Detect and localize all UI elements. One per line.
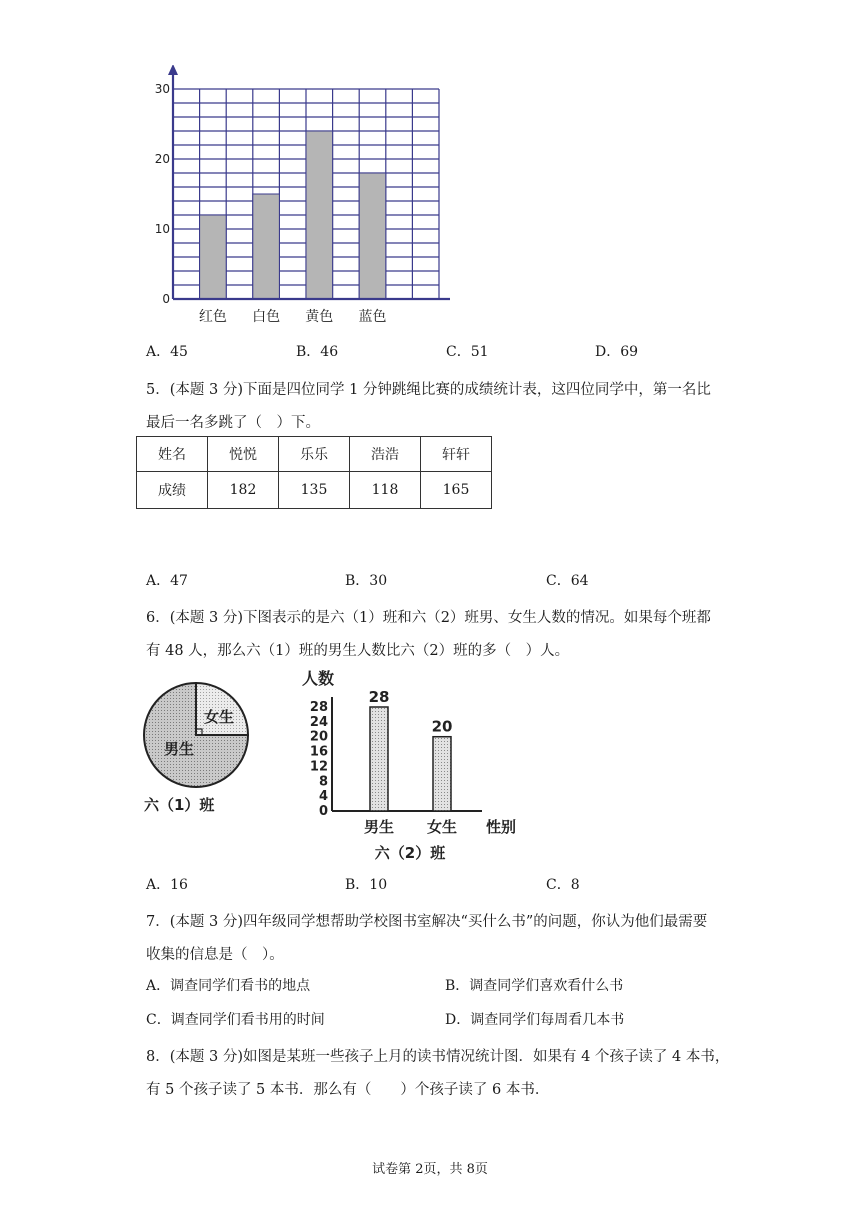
- pie-label-female: 女生: [204, 708, 235, 726]
- x-tick-label: 黄色: [305, 309, 334, 325]
- q4-option-c: C．51: [446, 344, 489, 360]
- q5-option-c: C．64: [546, 573, 589, 589]
- bar-男生: [370, 707, 388, 811]
- table-row: [137, 472, 492, 509]
- q6-option-c: C．8: [546, 877, 580, 893]
- x-tick-label: 红色: [198, 309, 227, 325]
- bar-蓝色: [359, 173, 386, 299]
- x-tick-label: 白色: [252, 309, 281, 325]
- q7-option-d: D．调查同学们每周看几本书: [445, 1012, 625, 1028]
- x-tick-label: 蓝色: [358, 309, 387, 325]
- y-tick-label: 24: [309, 714, 328, 730]
- y-tick-label: 20: [309, 729, 328, 745]
- q6-option-a: A．16: [146, 877, 188, 893]
- q7-option-b: B．调查同学们喜欢看什么书: [445, 978, 624, 994]
- table-cell: 浩浩: [350, 437, 421, 472]
- table-cell: 乐乐: [279, 437, 350, 472]
- y-tick-label: 0: [318, 804, 328, 819]
- page-footer: 试卷第 2页，共 8页: [372, 1162, 488, 1177]
- chart-caption: 六（2）班: [374, 844, 446, 862]
- q6-stem-line1: 6．(本题 3 分)下图表示的是六（1）班和六（2）班男、女生人数的情况。如果每个班都: [146, 610, 711, 626]
- q4-option-a: A．45: [146, 344, 188, 360]
- table-cell: 悦悦: [208, 437, 279, 472]
- q8-stem-line2: 有 5 个孩子读了 5 本书．那么有（ ）个孩子读了 6 本书．: [146, 1082, 550, 1098]
- table-cell: 姓名: [137, 437, 208, 472]
- data-label: 20: [431, 717, 453, 736]
- y-tick-label: 4: [318, 789, 328, 805]
- table-cell: 成绩: [137, 472, 208, 509]
- q6-stem-line2: 有 48 人，那么六（1）班的男生人数比六（2）班的多（ ）人。: [146, 643, 570, 659]
- y-axis-arrow: [168, 65, 178, 75]
- table-header-row: [137, 437, 492, 472]
- x-tick-label: 男生: [363, 818, 395, 836]
- q8-stem-line1: 8．(本题 3 分)如图是某班一些孩子上月的读书情况统计图．如果有 4 个孩子读了 4 本书，: [146, 1049, 730, 1065]
- q5-option-b: B．30: [345, 573, 388, 589]
- q4-option-d: D．69: [595, 344, 639, 360]
- y-tick-label: 16: [309, 744, 328, 760]
- q7-option-a: A．调查同学们看书的地点: [146, 978, 311, 994]
- table-cell: 165: [421, 472, 492, 509]
- table-cell: 135: [279, 472, 350, 509]
- q7-stem-line2: 收集的信息是（ ）。: [146, 947, 284, 963]
- q7-option-c: C．调查同学们看书用的时间: [146, 1012, 325, 1028]
- q4-bar-chart: [140, 65, 450, 335]
- pie-caption: 六（1）班: [144, 796, 215, 814]
- q5-stem-line1: 5．(本题 3 分)下面是四位同学 1 分钟跳绳比赛的成绩统计表，这四位同学中，第一名比: [146, 382, 711, 398]
- x-tick-label: 女生: [426, 818, 458, 836]
- x-axis-title: 性别: [486, 818, 517, 836]
- bar-白色: [253, 194, 280, 299]
- y-tick-label: 20: [154, 152, 170, 166]
- data-label: 28: [368, 688, 390, 706]
- q7-stem-line1: 7．(本题 3 分)四年级同学想帮助学校图书室解决“买什么书”的问题，你认为他们最需要: [146, 914, 708, 930]
- y-tick-label: 28: [309, 700, 328, 715]
- q4-option-b: B．46: [296, 344, 339, 360]
- y-tick-label: 30: [154, 82, 170, 96]
- table-cell: 118: [350, 472, 421, 509]
- q6-pie-chart: [140, 680, 260, 820]
- bar-黄色: [306, 131, 333, 299]
- bar-红色: [200, 215, 227, 299]
- bar-女生: [433, 737, 451, 811]
- table-cell: 轩轩: [421, 437, 492, 472]
- pie-label-male: 男生: [164, 740, 195, 758]
- y-axis-title: 人数: [302, 669, 335, 688]
- y-tick-label: 0: [162, 292, 170, 306]
- y-tick-label: 12: [309, 759, 328, 775]
- q6-option-b: B．10: [345, 877, 388, 893]
- y-tick-label: 10: [154, 222, 170, 236]
- y-tick-label: 8: [318, 774, 328, 790]
- q5-stem-line2: 最后一名多跳了（ ）下。: [146, 415, 320, 431]
- q5-score-table: [136, 436, 492, 509]
- q6-bar-chart: [300, 660, 540, 870]
- table-cell: 182: [208, 472, 279, 509]
- q5-option-a: A．47: [146, 573, 188, 589]
